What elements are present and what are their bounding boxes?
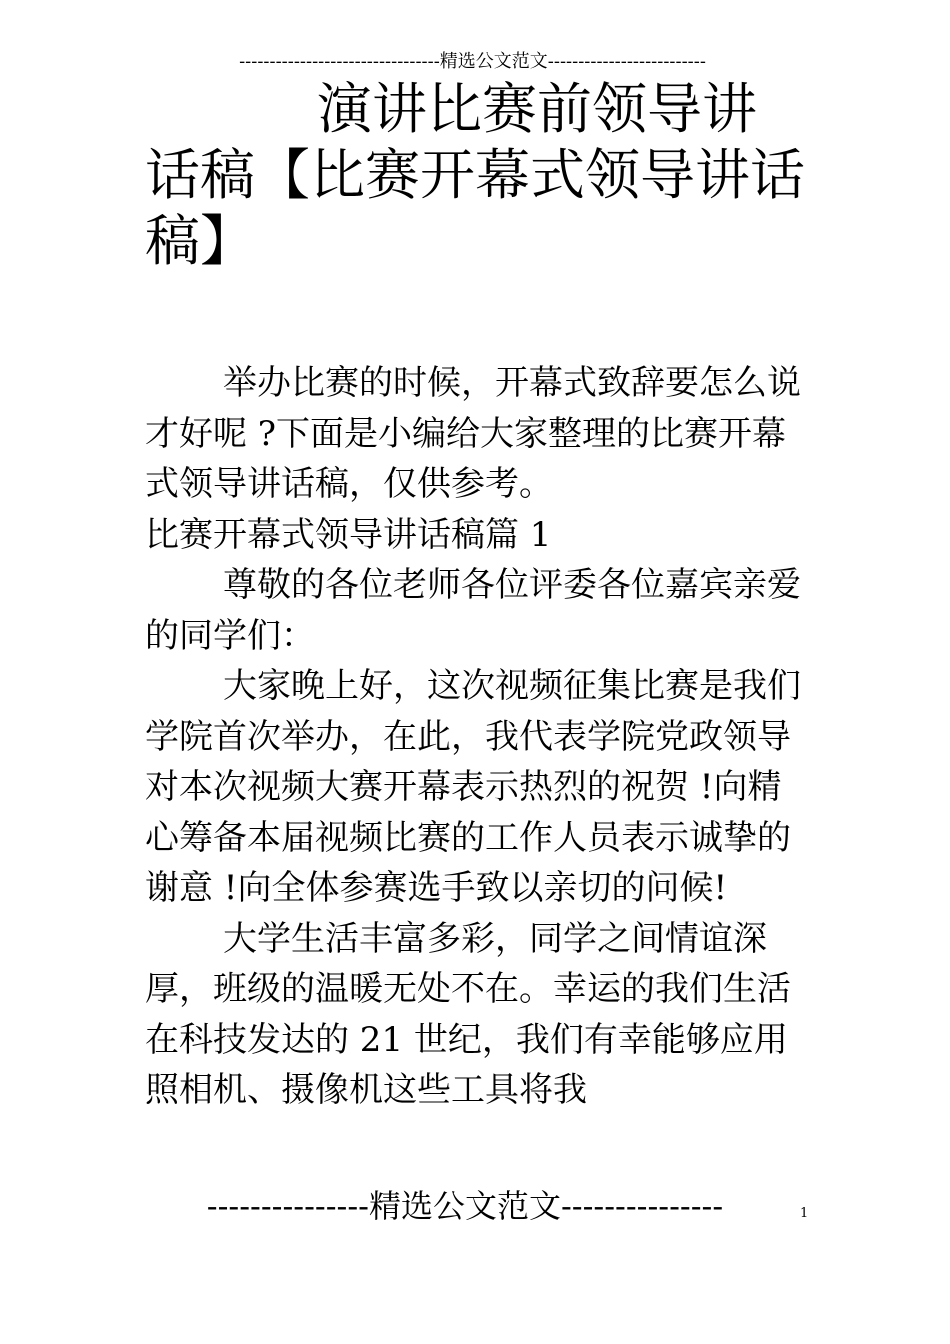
paragraph-college-life: 大学生活丰富多彩，同学之间情谊深厚，班级的温暖无处不在。幸运的我们生活在科技发达的 21 世纪，我们有幸能够应用照相机、摄像机这些工具将我 [145,918,791,1110]
page-header: ---------------------------------精选公文范文-------------------------- [239,51,706,72]
page-number: 1 [800,1206,809,1221]
page-footer: ---------------精选公文范文--------------- [206,1187,724,1225]
document-body [145,358,810,1116]
paragraph-greeting: 大家晚上好，这次视频征集比赛是我们学院首次举办，在此，我代表学院党政领导对本次视频大赛开幕表示热烈的祝贺 !向精心筹备本届视频比赛的工作人员表示诚挚的谢意 !向全体参赛选手致以亲切的问候! [145,666,801,908]
section-heading: 比赛开幕式领导讲话稿篇 1 [145,514,552,555]
document-title: 演讲比赛前领导讲话稿【比赛开幕式领导讲话稿】 [145,77,806,273]
paragraph-intro: 举办比赛的时候，开幕式致辞要怎么说才好呢 ?下面是小编给大家整理的比赛开幕式领导讲话稿，仅供参考。 [145,363,801,504]
paragraph-salutation: 尊敬的各位老师各位评委各位嘉宾亲爱的同学们： [145,565,801,656]
